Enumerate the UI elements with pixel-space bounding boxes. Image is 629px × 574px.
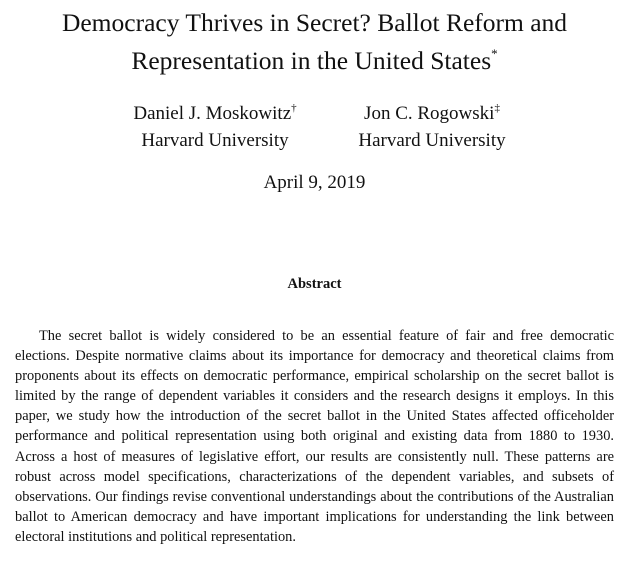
author-1-footnote-mark: † (291, 102, 297, 114)
author-2-name: Jon C. Rogowski (364, 103, 495, 124)
paper-date: April 9, 2019 (263, 172, 366, 193)
author-2-line (322, 100, 542, 127)
author-block-2 (322, 100, 542, 154)
abstract-heading: Abstract (287, 276, 342, 292)
author-1-affiliation: Harvard University (141, 130, 289, 151)
author-1-line (100, 100, 330, 127)
abstract-body: The secret ballot is widely considered to be an essential feature of fair and free democratic elections. Despite normative claims about its importance for democracy and theoretical claims from proponents about its effects on democratic performance, empirical scholarship on the secret ballot is limited by the range of dependent variables it considers and the research designs it employs. In this paper, we study how the introduction of the secret ballot in the United States affected officeholder performance and political representation using both original and existing data from 1880 to 1930. Across a host of measures of legislative effort, our results are consistently null. These patterns are robust across model specifications, characterizations of the dependent variables, and subsets of observations. Our findings revise conventional understandings about the contributions of the Australian ballot to American democracy and have important implications for understanding the link between electoral institutions and political representation. (15, 328, 614, 545)
title-line-2: Representation in the United States (131, 46, 492, 75)
title-footnote-mark: * (491, 46, 498, 61)
paper-title (0, 4, 629, 80)
title-line-1: Democracy Thrives in Secret? Ballot Reform and (61, 8, 568, 37)
author-1-name: Daniel J. Moskowitz (133, 103, 292, 124)
author-2-affiliation: Harvard University (358, 130, 506, 151)
author-2-footnote-mark: ‡ (494, 102, 500, 114)
author-block-1 (100, 100, 330, 154)
